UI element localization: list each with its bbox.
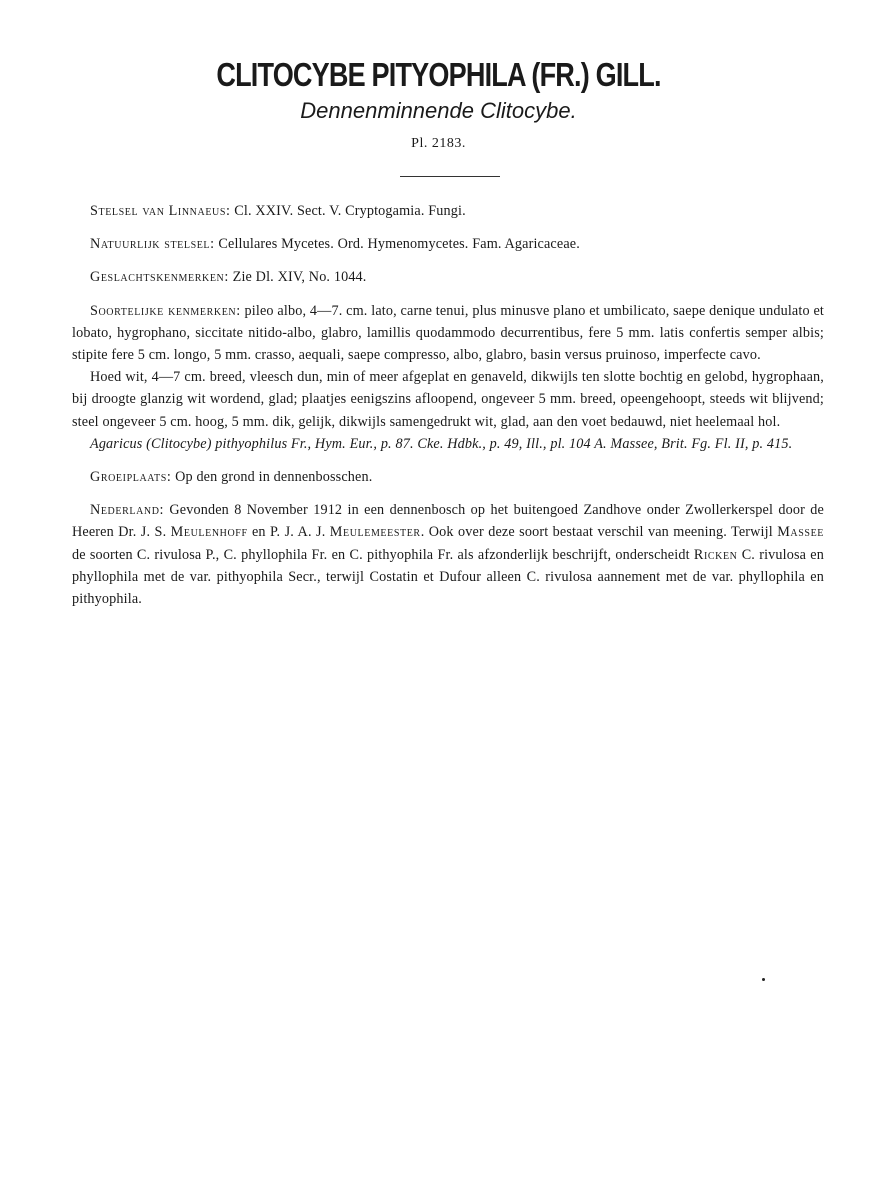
netherlands-text-5: C. rivulosa en phyllophila met de var. pithyophila Secr., terwijl Costatin et Dufour alleen C. rivulosa aannement met de var. phyllophila en pithyophila.: [72, 546, 824, 608]
netherlands-text-1: Gevonden 8 November 1912 in een dennenbosch op het buitengoed Zandhove onder Zwollerkerspel door de Heeren Dr. J. S.: [72, 502, 824, 541]
species-reference: Agaricus (Clitocybe) pithyophilus Fr., Hym. Eur., p. 87. Cke. Hdbk., p. 49, Ill., pl. 104 A. Massee, Brit. Fg. Fl. II, p. 415.: [90, 435, 793, 452]
species-label: Soortelijke kenmerken:: [90, 302, 241, 319]
habitat-text: Op den grond in dennenbosschen.: [171, 469, 373, 486]
plate-number: Pl. 2183.: [411, 136, 466, 151]
title-divider: [400, 176, 500, 177]
person-name-meulemeester: Meulemeester: [329, 524, 421, 541]
page-title: CLITOCYBE PITYOPHILA (FR.) GILL.: [216, 56, 661, 93]
genus-label: Geslachtskenmerken:: [90, 269, 229, 286]
genus-paragraph: [72, 266, 824, 288]
page-subtitle: Dennenminnende Clitocybe.: [300, 98, 577, 123]
habitat-paragraph: [72, 466, 824, 488]
linnaeus-paragraph: [72, 200, 824, 222]
netherlands-text-3: . Ook over deze soort bestaat verschil van meening. Terwijl: [420, 524, 778, 541]
netherlands-label: Nederland:: [90, 502, 165, 519]
linnaeus-label: Stelsel van Linnaeus:: [90, 203, 231, 219]
netherlands-text-2: en P. J. A. J.: [247, 524, 330, 541]
document-body: [72, 200, 824, 621]
natural-system-label: Natuurlijk stelsel:: [90, 236, 215, 253]
natural-system-paragraph: [72, 233, 824, 255]
habitat-label: Groeiplaats:: [90, 469, 172, 486]
linnaeus-text: Cl. XXIV. Sect. V. Cryptogamia. Fungi.: [230, 203, 466, 219]
species-latin-paragraph: [72, 300, 824, 367]
natural-system-text: Cellulares Mycetes. Ord. Hymenomycetes. Fam. Agaricaceae.: [214, 236, 580, 253]
stray-print-dot: [762, 978, 765, 981]
person-name-massee: Massee: [777, 524, 824, 541]
genus-text: Zie Dl. XIV, No. 1044.: [228, 269, 367, 286]
species-dutch-paragraph: Hoed wit, 4—7 cm. breed, vleesch dun, min of meer afgeplat en genaveld, dikwijls ten slotte bochtig en gelobd, hygrophaan, bij droogte glanzig wit wordend, glad; plaatjes eenigszins afloopend, ongeveer 5 mm. breed, opeengehoopt, steeds wit blijvend; steel ongeveer 5 cm. hoog, 5 mm. dik, gelijk, dikwijls samengedrukt wit, glad, aan den voet bedauwd, niet heelemaal hol.: [72, 369, 824, 430]
species-latin-text: pileo albo, 4—7. cm. lato, carne tenui, plus minusve plano et umbilicato, saepe denique undulato et lobato, hygrophano, siccitate nitido-albo, glabro, lamillis quodammodo decurrentibus, fere 5 mm. latis confertis semper albis; stipite fere 5 cm. longo, 5 mm. crasso, aequali, saepe compresso, albo, glabro, basin versus pruinoso, imperfecte cavo.: [72, 302, 824, 364]
netherlands-paragraph: [72, 499, 824, 610]
netherlands-text-4: de soorten C. rivulosa P., C. phyllophila Fr. en C. pithyophila Fr. als afzonderlijk beschrijft, onderscheidt: [72, 546, 694, 563]
person-name-ricken: Ricken: [693, 546, 738, 563]
person-name-meulenhoff: Meulenhoff: [170, 524, 248, 541]
